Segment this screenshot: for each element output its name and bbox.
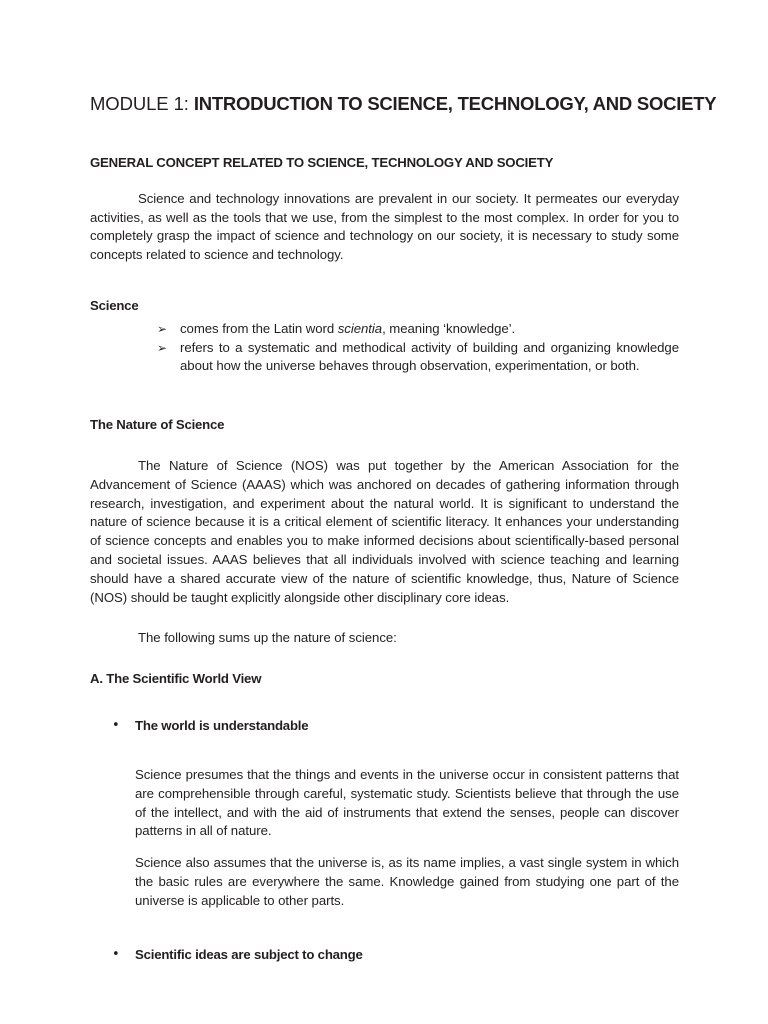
heading-science: Science <box>90 297 139 313</box>
science-definition-list <box>90 316 679 376</box>
heading-scientific-world-view: A. The Scientific World View <box>90 671 262 687</box>
paragraph-general-concept: Science and technology innovations are prevalent in our society. It permeates our everyday activities, as well as the tools that we use, from the simplest to the most complex. In order for you to completely grasp the impact of science and technology on our society, it is necessary to study some concepts related to science and technology. <box>90 190 679 263</box>
bullet-point-paragraph-2: Science also assumes that the universe is, as its name implies, a vast single system in which the basic rules are everywhere the same. Knowledge gained from studying one part of the universe is applicable to other parts. <box>135 855 679 908</box>
heading-general-concept: GENERAL CONCEPT RELATED TO SCIENCE, TECHNOLOGY AND SOCIETY <box>90 155 554 170</box>
heading-nature-of-science: The Nature of Science <box>90 417 225 433</box>
list-item <box>90 320 679 339</box>
bullet-point-paragraph-1: Science presumes that the things and events in the universe occur in consistent patterns that are comprehensible through careful, systematic study. Scientists believe that through the use of the intellect, and with the aid of instruments that extend the senses, people can discover patterns in all of nature. <box>135 766 679 839</box>
list-item <box>90 339 679 377</box>
bullet-point-world-understandable <box>90 717 679 736</box>
paragraph-lead-in: The following sums up the nature of science: <box>138 630 397 646</box>
paragraph-nature-of-science: The Nature of Science (NOS) was put together by the American Association for the Advancement of Science (AAAS) which was anchored on decades of gathering information through research, investigation, and experiment about the natural world. It is significant to understand the nature of science because it is a critical element of scientific literacy. It enhances your understanding of science concepts and enables you to make informed decisions about scientifically-based personal and societal issues. AAAS believes that all individuals involved with science teaching and learning should have a shared accurate view of the nature of scientific knowledge, thus, Nature of Science (NOS) should be taught explicitly alongside other disciplinary core ideas. <box>90 457 679 605</box>
bullet-point-title: The world is understandable <box>135 717 309 733</box>
spacer <box>90 924 679 946</box>
page-title <box>90 0 717 116</box>
list-item-text-before: comes from the Latin word <box>180 320 338 336</box>
list-item-text-after: , meaning ‘knowledge’. <box>382 320 516 336</box>
bullet-point-title: Scientific ideas are subject to change <box>135 946 363 962</box>
page-title-main: INTRODUCTION TO SCIENCE, TECHNOLOGY, AND SOCIETY <box>193 93 717 114</box>
list-item-text-italic: scientia <box>337 320 383 336</box>
spacer <box>90 689 679 717</box>
dot-bullet-icon: • <box>112 946 120 962</box>
page-title-prefix: MODULE 1: <box>90 93 194 114</box>
arrow-bullet-icon: ➢ <box>157 321 168 336</box>
list-item-text-before: refers to a systematic and methodical activity of building and organizing knowledge about how the universe behaves through observation, experimentation, or both. <box>180 339 679 374</box>
dot-bullet-icon: • <box>112 717 120 733</box>
bullet-point-ideas-subject-to-change <box>90 946 679 965</box>
arrow-bullet-icon: ➢ <box>157 340 168 355</box>
